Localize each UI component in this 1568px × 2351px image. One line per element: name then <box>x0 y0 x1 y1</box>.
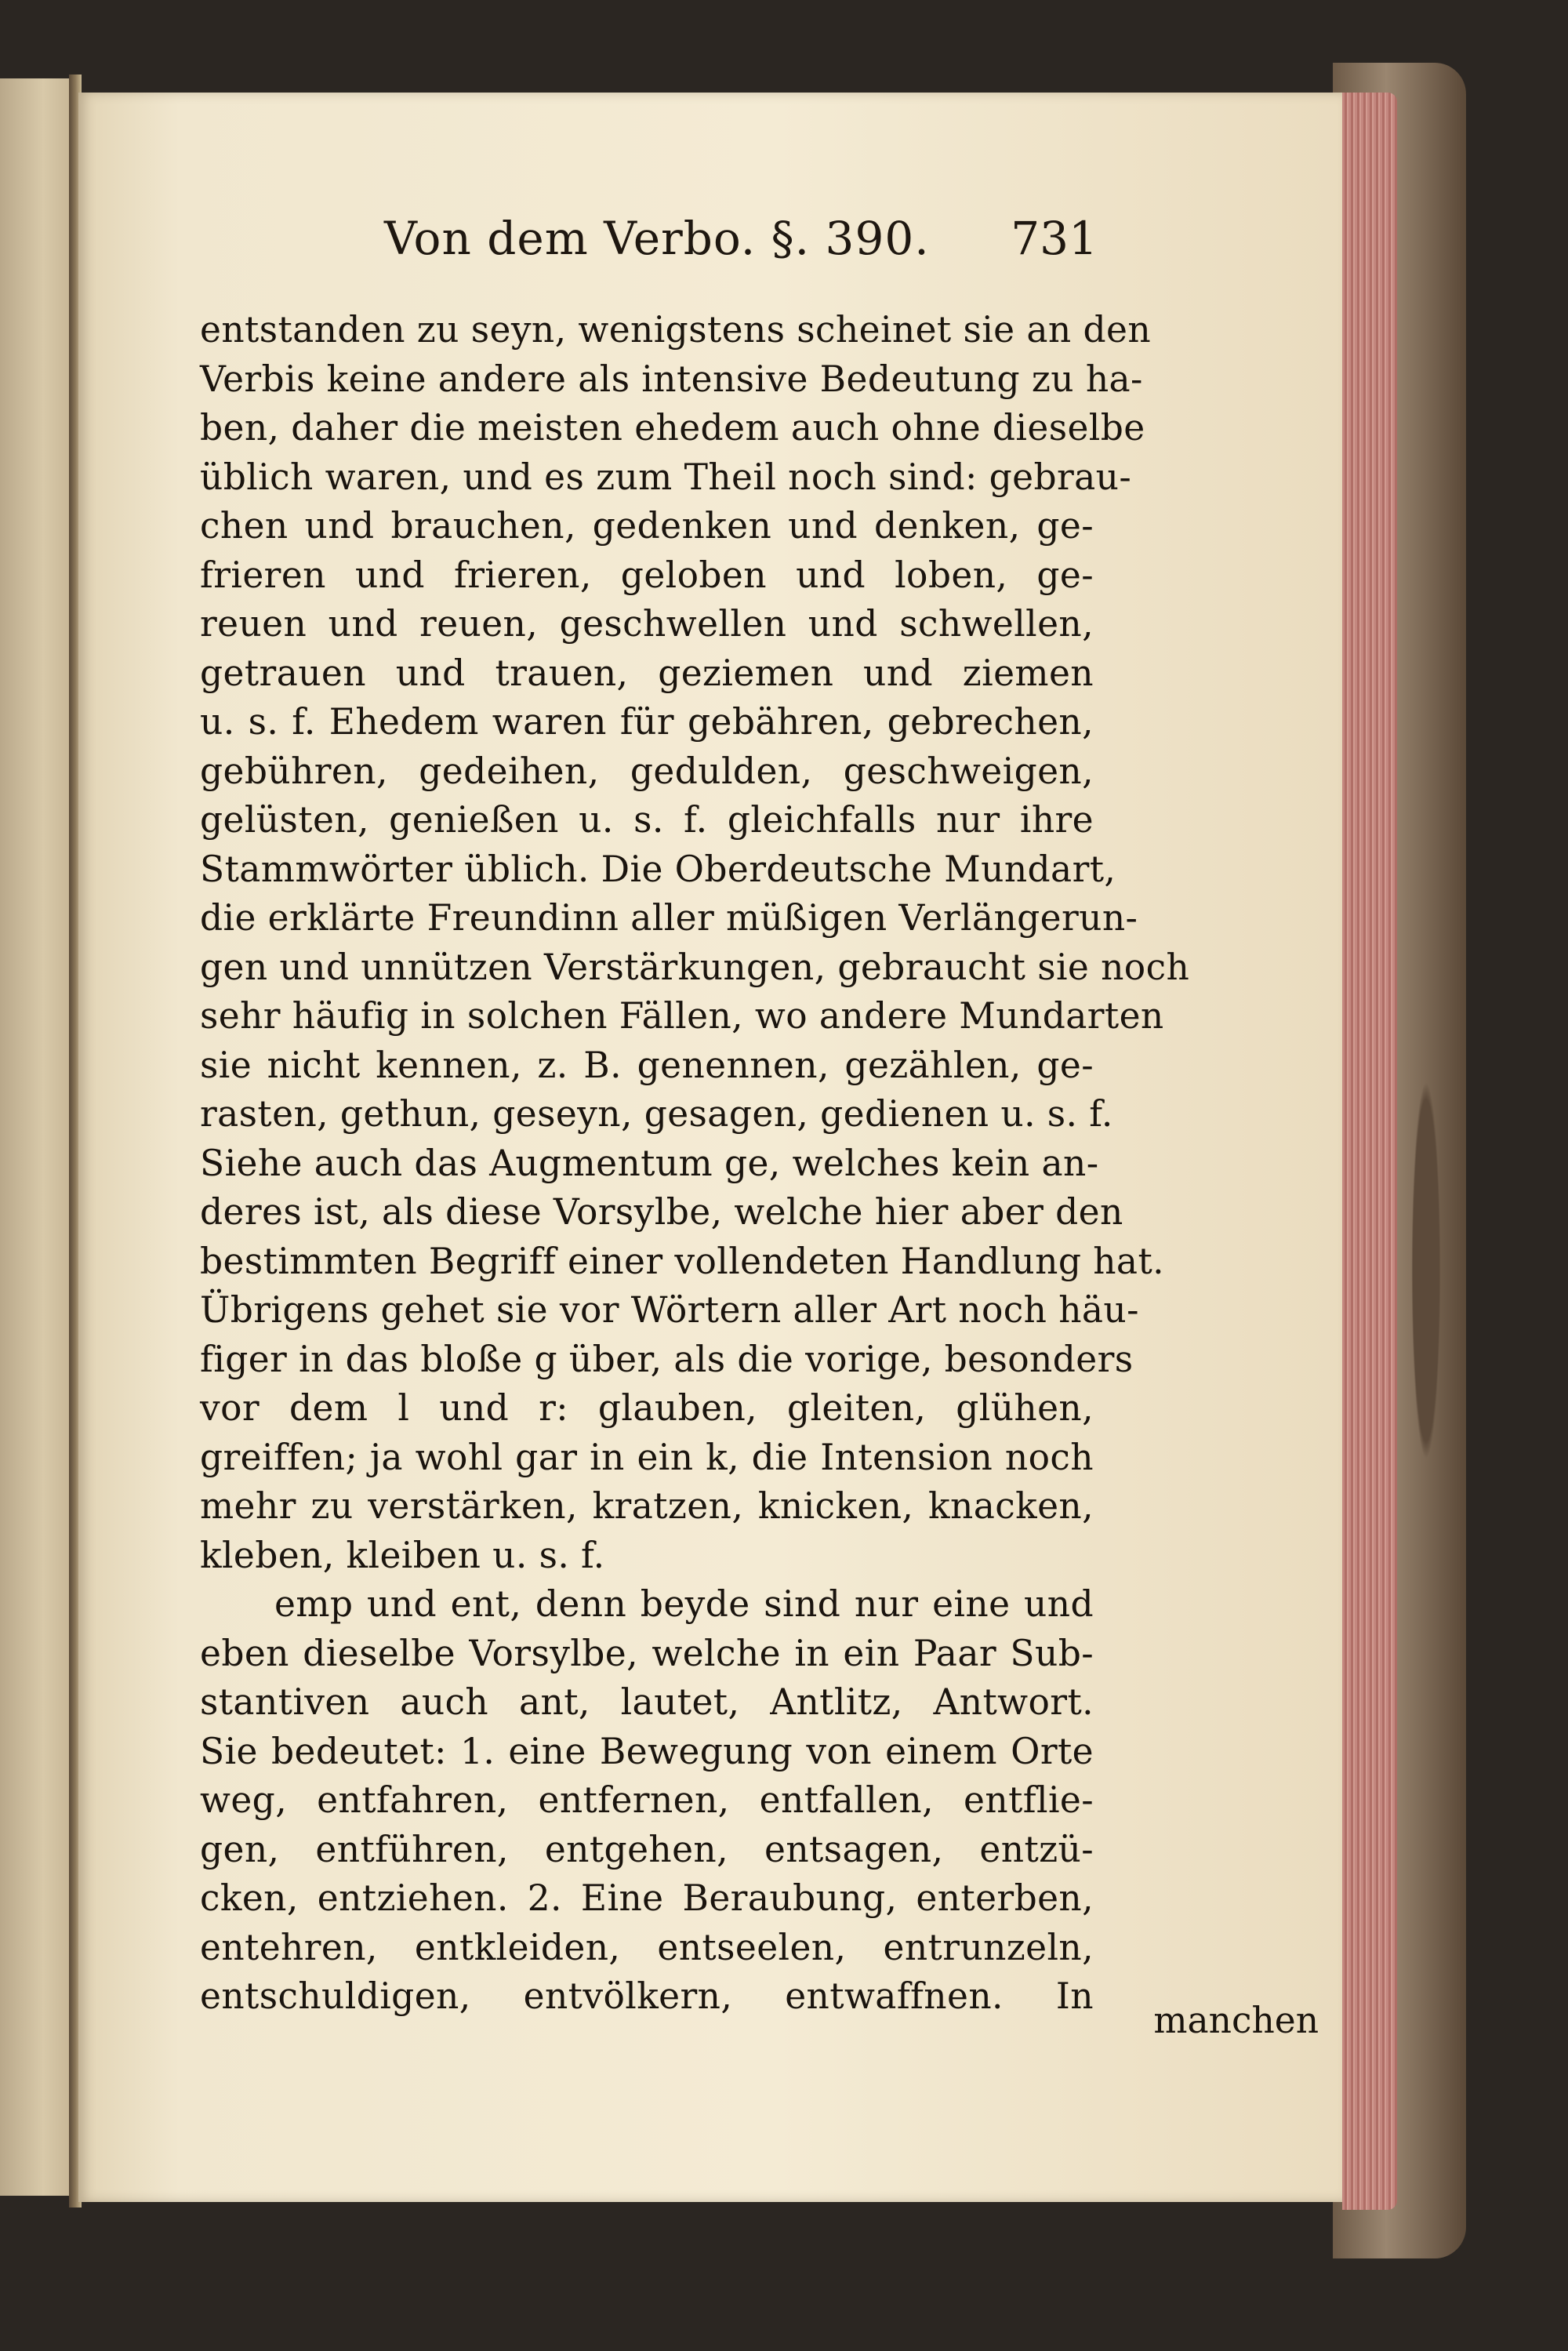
text-line: Verbis keine andere als intensive Bedeutung zu ha- <box>200 358 1143 400</box>
body-text <box>200 306 1190 2022</box>
text-line: entehren, entkleiden, entseelen, entrunzeln, <box>200 1926 1094 1968</box>
text-line: weg, entfahren, entfernen, entfallen, entflie- <box>200 1779 1094 1821</box>
facing-page-edge <box>0 78 74 2196</box>
text-line: sie nicht kennen, z. B. genennen, gezählen, ge- <box>200 1044 1094 1086</box>
text-line: bestimmten Begriff einer vollendeten Handlung hat. <box>200 1240 1164 1282</box>
text-line: gen und unnützen Verstärkungen, gebraucht sie noch <box>200 946 1190 988</box>
text-line: Sie bedeutet: 1. eine Bewegung von einem Orte <box>200 1730 1094 1772</box>
text-line: deres ist, als diese Vorsylbe, welche hier aber den <box>200 1191 1123 1233</box>
catchword: manchen <box>1153 2000 1319 2041</box>
text-line: cken, entziehen. 2. Eine Beraubung, enterben, <box>200 1877 1094 1919</box>
text-line: greiffen; ja wohl gar in ein k, die Intension noch <box>200 1436 1094 1478</box>
text-line: mehr zu verstärken, kratzen, knicken, knacken, <box>200 1485 1094 1527</box>
running-title: Von dem Verbo. §. 390. <box>384 212 930 265</box>
text-line: Stammwörter üblich. Die Oberdeutsche Mundart, <box>200 848 1116 890</box>
text-line: getrauen und trauen, geziemen und ziemen <box>200 652 1094 694</box>
text-line: gebühren, gedeihen, gedulden, geschweigen, <box>200 750 1094 792</box>
text-line: vor dem l und r: glauben, gleiten, glühen, <box>200 1387 1094 1429</box>
text-line: frieren und frieren, geloben und loben, ge- <box>200 554 1094 596</box>
text-line: reuen und reuen, geschwellen und schwellen, <box>200 603 1094 645</box>
page-header <box>306 212 1098 282</box>
text-line: Siehe auch das Augmentum ge, welches kein an- <box>200 1142 1099 1184</box>
text-line: chen und brauchen, gedenken und denken, ge- <box>200 505 1094 547</box>
text-line: sehr häufig in solchen Fällen, wo andere Mundarten <box>200 995 1164 1037</box>
page-number: 731 <box>1011 212 1098 265</box>
text-line: stantiven auch ant, lautet, Antlitz, Antwort. <box>200 1681 1094 1723</box>
text-line: figer in das bloße g über, als die vorige, besonders <box>200 1338 1134 1380</box>
text-line: entschuldigen, entvölkern, entwaffnen. In <box>200 1975 1094 2017</box>
text-line: kleben, kleiben u. s. f. <box>200 1534 605 1576</box>
text-line: üblich waren, und es zum Theil noch sind: gebrau- <box>200 456 1132 498</box>
text-line: emp und ent, denn beyde sind nur eine und <box>274 1583 1094 1625</box>
text-line: gelüsten, genießen u. s. f. gleichfalls nur ihre <box>200 799 1094 841</box>
text-line: gen, entführen, entgehen, entsagen, entzü- <box>200 1828 1094 1870</box>
text-line: Übrigens gehet sie vor Wörtern aller Art noch häu- <box>200 1289 1139 1331</box>
text-line: u. s. f. Ehedem waren für gebähren, gebrechen, <box>200 701 1094 743</box>
text-line: ben, daher die meisten ehedem auch ohne dieselbe <box>200 407 1145 449</box>
red-page-edges <box>1342 93 1397 2210</box>
text-line: rasten, gethun, geseyn, gesagen, gedienen u. s. f. <box>200 1093 1113 1135</box>
text-line: eben dieselbe Vorsylbe, welche in ein Paar Sub- <box>200 1632 1094 1674</box>
text-line: entstanden zu seyn, wenigstens scheinet sie an den <box>200 309 1152 351</box>
text-line: die erklärte Freundinn aller müßigen Verlängerun- <box>200 897 1138 939</box>
